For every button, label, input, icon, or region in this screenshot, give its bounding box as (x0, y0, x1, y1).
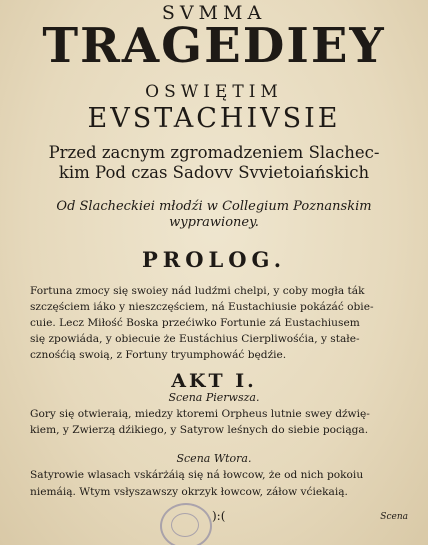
scene-2-line: niemáią. Wtym vsłyszawszy okrzyk łowcow, záłow vćiekaią. (30, 486, 348, 498)
prolog-line: Fortuna zmocy się swoiey nád ludźmi chelpi, y coby mogła ták (30, 285, 365, 297)
scene-1-title: Scena Pierwsza. (168, 391, 260, 404)
title-line-4: EVSTACHIVSIE (87, 103, 341, 134)
scene-2-title: Scena Wtora. (176, 452, 252, 465)
subtitle-line-2: kim Pod czas Sadovv Svvietoiańskich (58, 163, 370, 182)
prolog-line: szczęściem iáko y nieszczęściem, ná Eustachiusie pokázáć obie- (30, 301, 374, 313)
ornament: ):( (212, 509, 226, 523)
prolog-line: cznośćią swoią, z Fortuny tryumphowáć będźie. (30, 349, 287, 361)
scene-1-line: kiem, y Zwierzą dźikiego, y Satyrow leśnych do siebie pociąga. (30, 424, 369, 436)
act-heading: AKT I. (171, 370, 257, 392)
title-line-1: SVMMA (161, 2, 267, 24)
title-line-2: TRAGEDIEY (42, 18, 386, 74)
subtitle-line-1: Przed zacnym zgromadzeniem Slachec- (48, 143, 380, 162)
prolog-line: się zpowiáda, y obiecuie że Eustáchius Cierpliwośćia, y stałe- (30, 333, 360, 345)
catchword: Scena (380, 512, 408, 522)
scene-1-line: Gory się otwieraią, miedzy ktoremi Orpheus lutnie swey dźwię- (30, 408, 370, 420)
dedication-line-1: Od Slacheckiei młodźi w Collegium Poznanskim (56, 199, 372, 214)
scene-2-line: Satyrowie wlasach vskárżáią się ná łowcow, że od nich pokoiu (30, 469, 364, 481)
prolog-heading: PROLOG. (141, 247, 287, 272)
library-stamp-icon (160, 503, 212, 545)
dedication-line-2: wyprawioney. (169, 215, 259, 230)
title-line-3: OSWIĘTIM (145, 82, 283, 102)
prolog-line: cuie. Lecz Miłość Boska przećiwko Fortunie zá Eustachiusem (30, 317, 360, 329)
